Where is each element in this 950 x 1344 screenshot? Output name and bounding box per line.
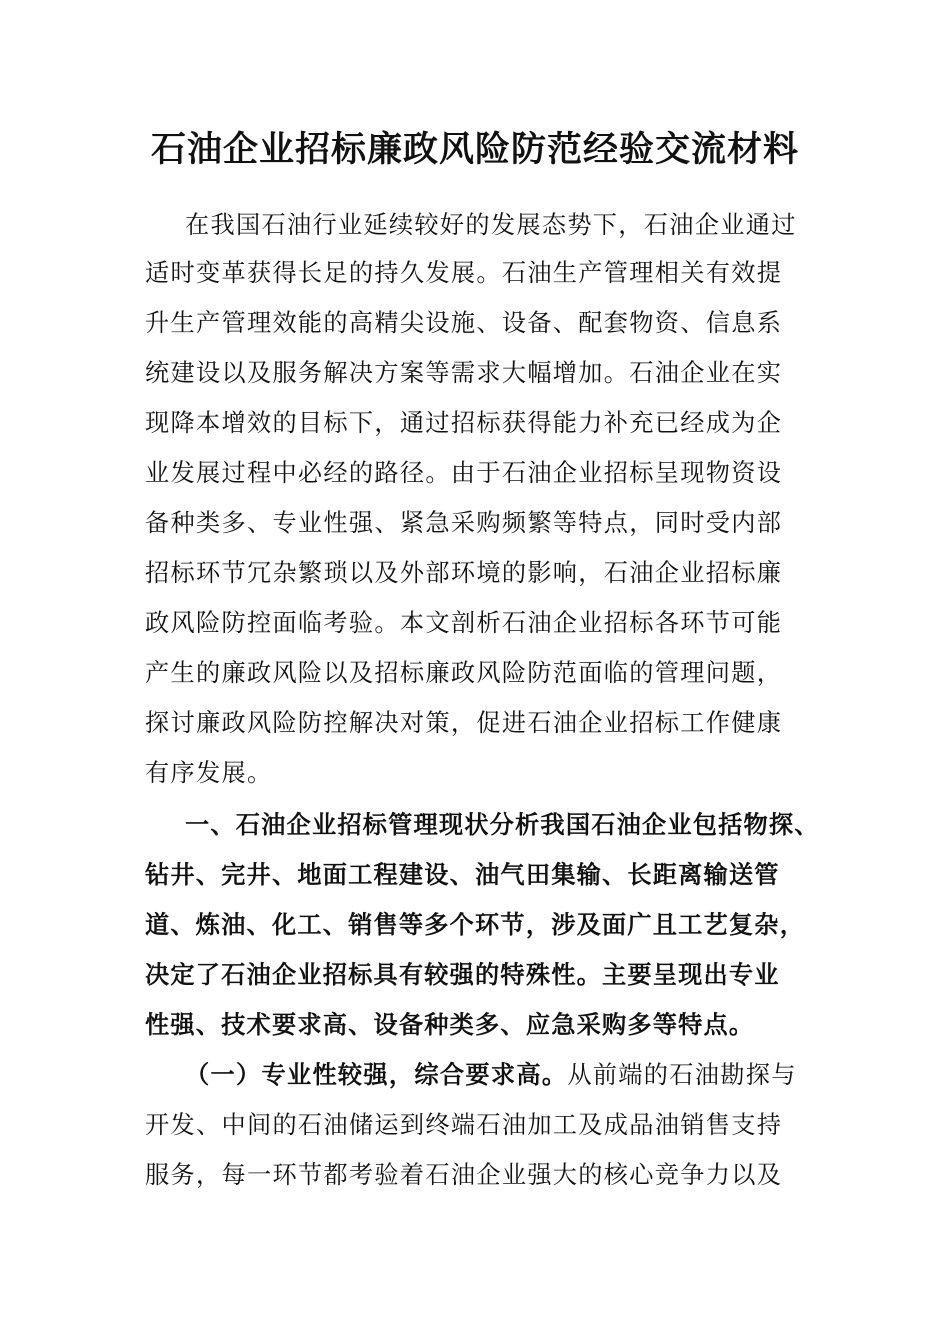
paragraph-line: 适时变革获得长足的持久发展。石油生产管理相关有效提 bbox=[145, 259, 783, 287]
section-heading-line: 一、石油企业招标管理现状分析我国石油企业包括物探、 bbox=[185, 810, 820, 839]
paragraph-line: 招标环节冗杂繁琐以及外部环境的影响，石油企业招标廉 bbox=[145, 559, 783, 587]
paragraph-line: 产生的廉政风险以及招标廉政风险防范面临的管理问题， bbox=[145, 659, 783, 687]
paragraph-line: 有序发展。 bbox=[145, 759, 273, 787]
paragraph-line: 备种类多、专业性强、紧急采购频繁等特点，同时受内部 bbox=[145, 509, 783, 537]
document-title: 石油企业招标廉政风险防范经验交流材料 bbox=[150, 129, 799, 170]
section-line: 性强、技术要求高、设备种类多、应急采购多等特点。 bbox=[145, 1010, 755, 1039]
paragraph-line: 开发、中间的石油储运到终端石油加工及成品油销售支持 bbox=[145, 1111, 783, 1139]
subsection-text: 从前端的石油勘探与 bbox=[567, 1061, 797, 1089]
paragraph-line: 在我国石油行业延续较好的发展态势下，石油企业通过 bbox=[185, 211, 797, 239]
paragraph-line: 探讨廉政风险防控解决对策，促进石油企业招标工作健康 bbox=[145, 709, 783, 737]
paragraph-line: 升生产管理效能的高精尖设施、设备、配套物资、信息系 bbox=[145, 309, 783, 337]
paragraph-line: 现降本增效的目标下，通过招标获得能力补充已经成为企 bbox=[145, 409, 783, 437]
paragraph-line: 政风险防控面临考验。本文剖析石油企业招标各环节可能 bbox=[145, 609, 783, 637]
paragraph-line: 统建设以及服务解决方案等需求大幅增加。石油企业在实 bbox=[145, 359, 783, 387]
section-line: 道、炼油、化工、销售等多个环节，涉及面广且工艺复杂， bbox=[145, 910, 806, 939]
paragraph-line: 服务，每一环节都考验着石油企业强大的核心竞争力以及 bbox=[145, 1161, 783, 1189]
paragraph-line: 业发展过程中必经的路径。由于石油企业招标呈现物资设 bbox=[145, 459, 783, 487]
section-line: 决定了石油企业招标具有较强的特殊性。主要呈现出专业 bbox=[145, 960, 780, 989]
section-line: 钻井、完井、地面工程建设、油气田集输、长距离输送管 bbox=[145, 860, 780, 889]
subsection-first-line bbox=[185, 1050, 797, 1100]
subsection-heading: （一）专业性较强，综合要求高。 bbox=[185, 1060, 568, 1089]
